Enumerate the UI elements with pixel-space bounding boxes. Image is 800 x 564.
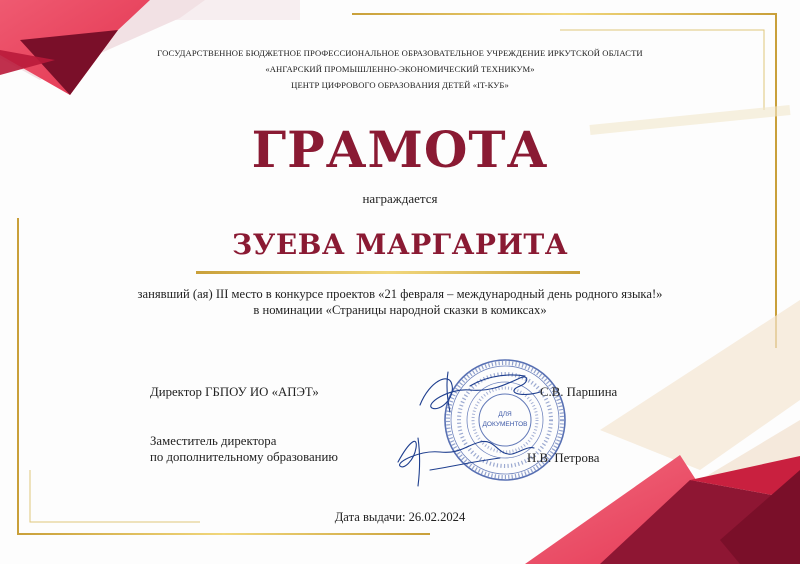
deputy-name: Н.В. Петрова: [527, 451, 600, 465]
awarded-label: награждается: [362, 191, 438, 206]
nomination-text: в номинации «Страницы народной сказки в комиксах»: [253, 303, 547, 317]
deputy-title-line1: Заместитель директора: [150, 434, 277, 448]
organization-line-2: «АНГАРСКИЙ ПРОМЫШЛЕННО-ЭКОНОМИЧЕСКИЙ ТЕХНИКУМ»: [265, 64, 535, 74]
certificate-title: ГРАМОТА: [251, 120, 549, 179]
director-title: Директор ГБПОУ ИО «АПЭТ»: [150, 385, 319, 399]
stamp-center-line2: ДОКУМЕНТОВ: [482, 421, 528, 428]
name-underline: [196, 271, 580, 274]
recipient-name: ЗУЕВА МАРГАРИТА: [231, 228, 569, 261]
organization-line-3: ЦЕНТР ЦИФРОВОГО ОБРАЗОВАНИЯ ДЕТЕЙ «IT-КУБ»: [291, 80, 509, 90]
stamp-center-line1: ДЛЯ: [498, 411, 512, 418]
organization-line-1: ГОСУДАРСТВЕННОЕ БЮДЖЕТНОЕ ПРОФЕССИОНАЛЬНОЕ ОБРАЗОВАТЕЛЬНОЕ УЧРЕЖДЕНИЕ ИРКУТСКОЙ ОБЛАСТИ: [157, 48, 643, 58]
director-name: С.В. Паршина: [540, 385, 618, 399]
deputy-title-line2: по дополнительному образованию: [150, 450, 338, 464]
achievement-text: занявший (ая) III место в конкурсе проектов «21 февраля – международный день родного языка!»: [137, 287, 663, 301]
issue-date: Дата выдачи: 26.02.2024: [334, 510, 466, 524]
